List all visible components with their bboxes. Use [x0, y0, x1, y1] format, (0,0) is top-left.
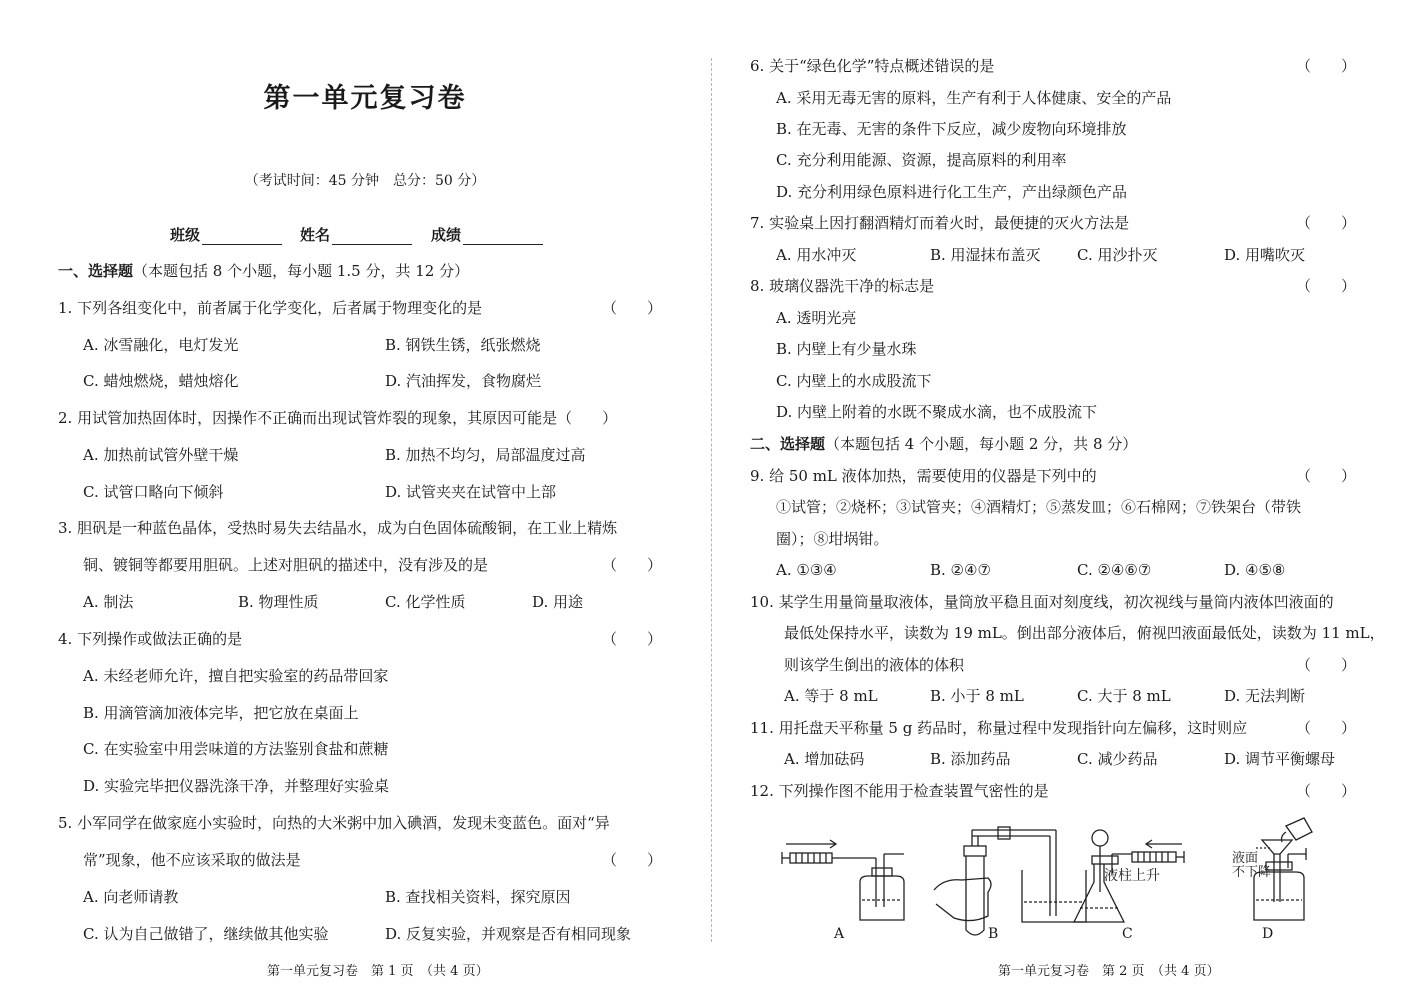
q1-stem: 1. 下列各组变化中，前者属于化学变化，后者属于物理变化的是 [58, 299, 483, 317]
q9-stem: 9. 给 50 mL 液体加热，需要使用的仪器是下列中的 [750, 467, 1097, 485]
q3-answer-paren[interactable]: （ ） [602, 556, 663, 574]
label-d-liquid-level [1232, 852, 1271, 880]
q11-option-a: A. 增加砝码 [784, 750, 865, 768]
section-2-heading: 二、选择题 [750, 435, 826, 453]
q11-option-c: C. 减少药品 [1077, 750, 1158, 768]
label-d-line-2: 不下降 [1232, 865, 1272, 880]
page-2 [706, 0, 1422, 999]
q5-option-b: B. 查找相关资料，探究原因 [385, 888, 571, 906]
name-field[interactable] [300, 224, 412, 245]
q8-option-c: C. 内壁上的水成股流下 [776, 372, 932, 390]
q3-option-a: A. 制法 [83, 593, 134, 611]
q5-stem-line-1: 5. 小军同学在做家庭小实验时，向热的大米粥中加入碘酒，发现未变蓝色。面对“异 [58, 814, 610, 832]
q9-option-d: D. ④⑤⑧ [1224, 561, 1286, 579]
q8-option-a: A. 透明光亮 [776, 309, 857, 327]
q7-option-c: C. 用沙扑灭 [1077, 246, 1158, 264]
q9-instrument-list-line-1: ①试管；②烧杯；③试管夹；④酒精灯；⑤蒸发皿；⑥石棉网；⑦铁架台（带铁 [776, 498, 1302, 516]
q7-option-b: B. 用湿抹布盖灭 [930, 246, 1041, 264]
class-field[interactable] [170, 224, 282, 245]
q10-stem-line-3: 则该学生倒出的液体的体积 [784, 656, 965, 674]
q5-option-d: D. 反复实验，并观察是否有相同现象 [385, 925, 632, 943]
q11-answer-paren[interactable]: （ ） [1296, 719, 1357, 737]
figure-label-a: A [834, 926, 845, 942]
q4-option-c: C. 在实验室中用尝味道的方法鉴别食盐和蔗糖 [83, 740, 389, 758]
figure-label-b: B [988, 926, 999, 942]
section-2-note: （本题包括 4 个小题，每小题 2 分，共 8 分） [825, 435, 1138, 453]
q4-stem: 4. 下列操作或做法正确的是 [58, 630, 243, 648]
q1-option-d: D. 汽油挥发，食物腐烂 [385, 372, 542, 390]
q2-option-c: C. 试管口略向下倾斜 [83, 483, 224, 501]
q10-option-a: A. 等于 8 mL [784, 687, 878, 705]
class-label: 班级 [170, 226, 201, 244]
q9-answer-paren[interactable]: （ ） [1296, 467, 1357, 485]
q4-answer-paren[interactable]: （ ） [602, 630, 663, 648]
q3-stem-line-1: 3. 胆矾是一种蓝色晶体，受热时易失去结晶水，成为白色固体硫酸铜，在工业上精炼 [58, 519, 618, 537]
q8-option-d: D. 内壁上附着的水既不聚成水滴，也不成股流下 [776, 403, 1098, 421]
q2-option-d: D. 试管夹夹在试管中上部 [385, 483, 557, 501]
q2-option-b: B. 加热不均匀，局部温度过高 [385, 446, 586, 464]
q12-stem: 12. 下列操作图不能用于检查装置气密性的是 [750, 782, 1049, 800]
q6-option-a: A. 采用无毒无害的原料，生产有利于人体健康、安全的产品 [776, 89, 1172, 107]
q10-option-d: D. 无法判断 [1224, 687, 1306, 705]
q6-option-d: D. 充分利用绿色原料进行化工生产，产出绿颜色产品 [776, 183, 1128, 201]
q10-option-c: C. 大于 8 mL [1077, 687, 1171, 705]
q1-option-c: C. 蜡烛燃烧，蜡烛熔化 [83, 372, 239, 390]
q1-answer-paren[interactable]: （ ） [602, 299, 663, 317]
page-2-footer: 第一单元复习卷 第 2 页 （共 4 页） [998, 964, 1220, 979]
q3-option-d: D. 用途 [532, 593, 584, 611]
q6-stem: 6. 关于“绿色化学”特点概述错误的是 [750, 57, 995, 75]
page-1-footer: 第一单元复习卷 第 1 页 （共 4 页） [267, 964, 489, 979]
q10-stem-line-1: 10. 某学生用量筒量取液体，量筒放平稳且面对刻度线，初次视线与量筒内液体凹液面的 [750, 593, 1334, 611]
q11-stem: 11. 用托盘天平称量 5 g 药品时，称量过程中发现指针向左偏移，这时则应 [750, 719, 1248, 737]
q6-option-b: B. 在无毒、无害的条件下反应，减少废物向环境排放 [776, 120, 1127, 138]
q10-option-b: B. 小于 8 mL [930, 687, 1024, 705]
label-d-line-1: 液面 [1232, 851, 1259, 866]
score-blank[interactable] [463, 228, 543, 245]
q12-answer-paren[interactable]: （ ） [1296, 782, 1357, 800]
q6-option-c: C. 充分利用能源、资源，提高原料的利用率 [776, 151, 1067, 169]
section-1-note: （本题包括 8 个小题，每小题 1.5 分，共 12 分） [133, 262, 470, 280]
apparatus-a-icon [782, 840, 904, 920]
q7-option-a: A. 用水冲灭 [776, 246, 857, 264]
q2-stem: 2. 用试管加热固体时，因操作不正确而出现试管炸裂的现象，其原因可能是（ ） [58, 409, 618, 427]
q5-answer-paren[interactable]: （ ） [602, 851, 663, 869]
q3-option-c: C. 化学性质 [385, 593, 466, 611]
section-1-heading: 一、选择题 [58, 262, 134, 280]
apparatus-b-icon [934, 827, 1086, 935]
q8-stem: 8. 玻璃仪器洗干净的标志是 [750, 277, 935, 295]
q8-answer-paren[interactable]: （ ） [1296, 277, 1357, 295]
q2-option-a: A. 加热前试管外壁干燥 [83, 446, 239, 464]
q5-option-c: C. 认为自己做错了，继续做其他实验 [83, 925, 329, 943]
q5-stem-line-2: 常”现象，他不应该采取的做法是 [83, 851, 301, 869]
name-label: 姓名 [300, 226, 331, 244]
q4-option-d: D. 实验完毕把仪器洗涤干净，并整理好实验桌 [83, 777, 390, 795]
q5-option-a: A. 向老师请教 [83, 888, 179, 906]
exam-subtitle: （考试时间：45 分钟 总分：50 分） [244, 173, 486, 189]
q3-option-b: B. 物理性质 [238, 593, 319, 611]
q4-option-a: A. 未经老师允许，擅自把实验室的药品带回家 [83, 667, 389, 685]
section-1-header [58, 261, 469, 281]
q11-option-d: D. 调节平衡螺母 [1224, 750, 1336, 768]
q11-option-b: B. 添加药品 [930, 750, 1011, 768]
q1-option-b: B. 钢铁生锈，纸张燃烧 [385, 336, 541, 354]
q6-answer-paren[interactable]: （ ） [1296, 57, 1357, 75]
q7-stem: 7. 实验桌上因打翻酒精灯而着火时，最便捷的灭火方法是 [750, 214, 1130, 232]
q4-option-b: B. 用滴管滴加液体完毕，把它放在桌面上 [83, 704, 359, 722]
q1-option-a: A. 冰雪融化，电灯发光 [83, 336, 239, 354]
score-label: 成绩 [431, 226, 462, 244]
page-1 [0, 0, 706, 999]
figure-label-c: C [1122, 926, 1133, 942]
section-2-header [750, 434, 1137, 454]
q9-instrument-list-line-2: 圈）；⑧坩埚钳。 [776, 530, 889, 548]
q7-option-d: D. 用嘴吹灭 [1224, 246, 1306, 264]
figure-label-d: D [1262, 926, 1274, 942]
q10-answer-paren[interactable]: （ ） [1296, 656, 1357, 674]
score-field[interactable] [431, 224, 543, 245]
q10-stem-line-2: 最低处保持水平，读数为 19 mL。倒出部分液体后，俯视凹液面最低处，读数为 11 mL， [784, 624, 1385, 642]
q9-option-a: A. ①③④ [776, 561, 837, 579]
class-blank[interactable] [202, 228, 282, 245]
q9-option-c: C. ②④⑥⑦ [1077, 561, 1152, 579]
name-blank[interactable] [332, 228, 412, 245]
label-c-liquid-rise: 液柱上升 [1104, 868, 1160, 884]
q7-answer-paren[interactable]: （ ） [1296, 214, 1357, 232]
q3-stem-line-2: 铜、镀铜等都要用胆矾。上述对胆矾的描述中，没有涉及的是 [83, 556, 489, 574]
q9-option-b: B. ②④⑦ [930, 561, 991, 579]
exam-title: 第一单元复习卷 [263, 83, 467, 114]
q8-option-b: B. 内壁上有少量水珠 [776, 340, 917, 358]
